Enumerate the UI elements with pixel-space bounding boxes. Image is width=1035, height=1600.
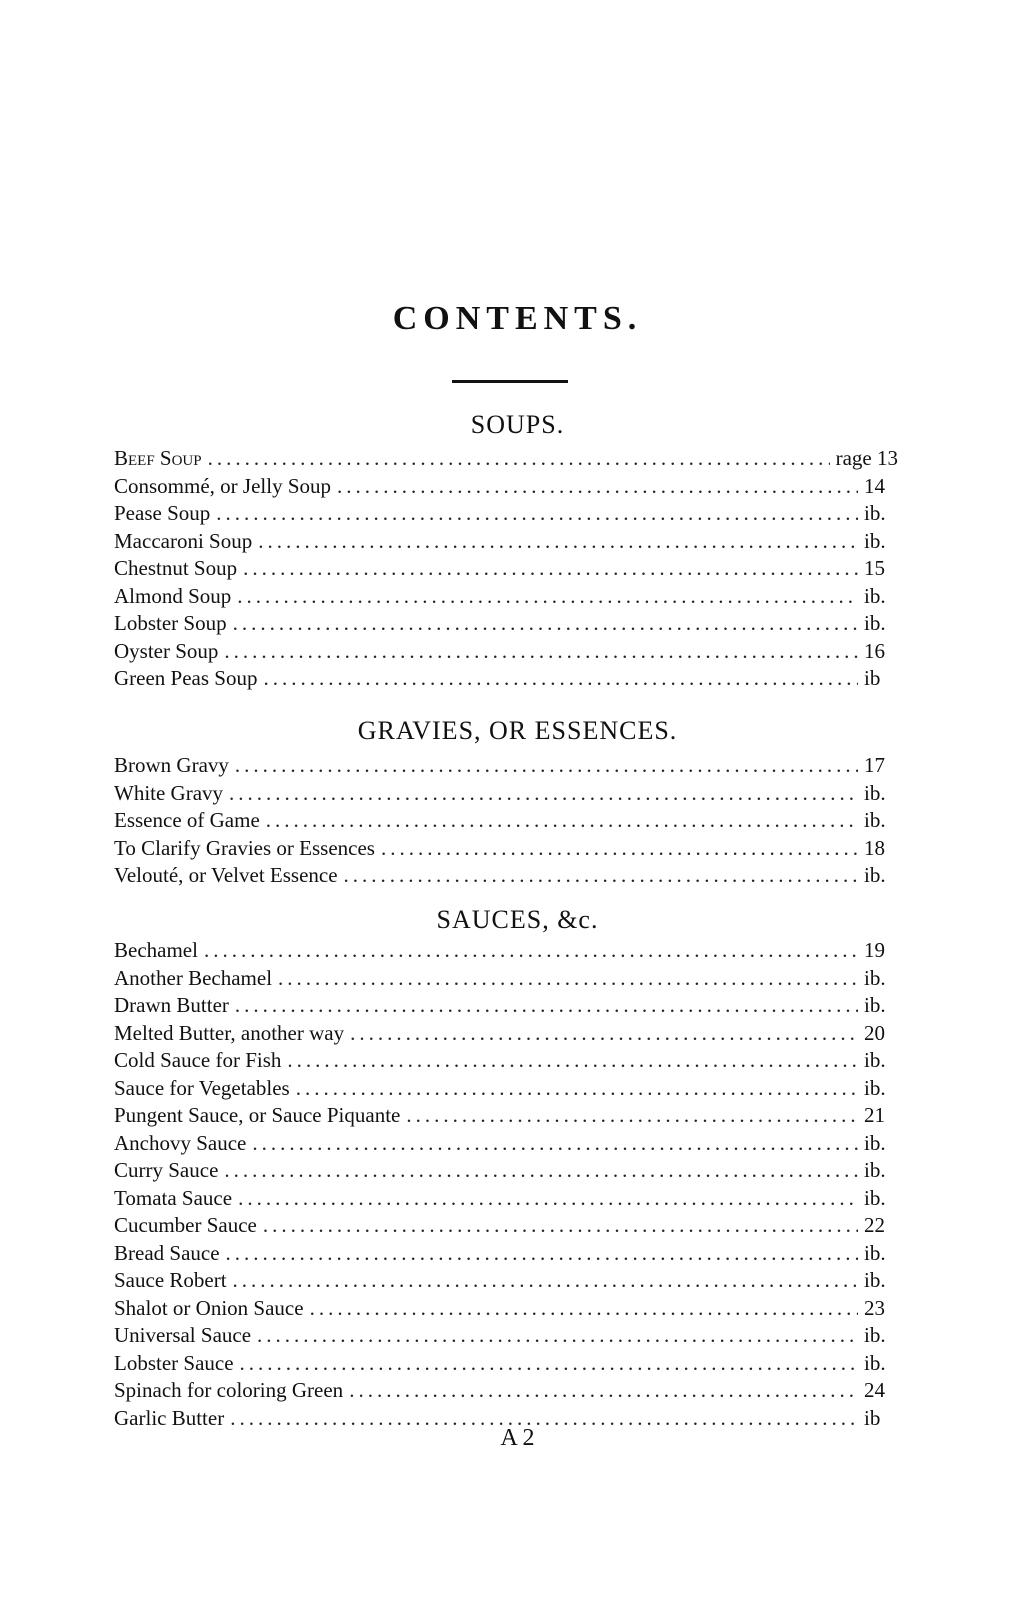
toc-entry-label: Curry Sauce xyxy=(114,1158,219,1182)
toc-entry-page: ib. xyxy=(864,1075,886,1100)
toc-entry-page: ib. xyxy=(864,863,886,887)
toc-entry xyxy=(114,1351,898,1379)
toc-entry xyxy=(114,584,898,612)
dot-leader xyxy=(263,666,858,691)
toc-entry-page: ib. xyxy=(864,1158,886,1182)
toc-entry-label: Pungent Sauce, or Sauce Piquante xyxy=(114,1103,401,1127)
toc-entry-page: ib. xyxy=(864,1268,886,1292)
toc-entry xyxy=(114,446,898,474)
dot-leader xyxy=(216,501,858,526)
dot-leader xyxy=(237,584,858,609)
dot-leader xyxy=(229,781,858,806)
toc-entry xyxy=(114,836,898,864)
toc-entry xyxy=(114,1241,898,1269)
toc-entry-page: 17 xyxy=(864,753,885,777)
toc-list-gravies xyxy=(114,753,898,891)
toc-entry-label: Sauce Robert xyxy=(114,1268,227,1292)
dot-leader xyxy=(337,474,858,499)
toc-entry-label: Bechamel xyxy=(114,938,198,962)
toc-entry-page: 22 xyxy=(864,1213,885,1237)
dot-leader xyxy=(266,808,858,833)
toc-entry-label: Spinach for coloring Green xyxy=(114,1378,344,1402)
toc-entry xyxy=(114,611,898,639)
toc-entry-label: Lobster Soup xyxy=(114,611,227,635)
dot-leader xyxy=(349,1378,858,1403)
toc-entry-page: ib. xyxy=(864,501,886,525)
page-title: CONTENTS. xyxy=(392,300,643,337)
section-heading-sauces: SAUCES, &c. xyxy=(436,905,599,934)
toc-entry-label: Garlic Butter xyxy=(114,1405,225,1430)
dot-leader xyxy=(233,611,858,636)
toc-entry-page: ib. xyxy=(864,1350,886,1375)
toc-entry-label: Universal Sauce xyxy=(114,1323,252,1347)
toc-entry xyxy=(114,993,898,1021)
dot-leader xyxy=(235,753,858,778)
dot-leader xyxy=(208,446,830,471)
toc-entry-page: 21 xyxy=(864,1103,885,1127)
toc-entry xyxy=(114,966,898,994)
dot-leader xyxy=(226,1241,858,1266)
toc-entry-page: ib. xyxy=(864,808,886,832)
toc-entry xyxy=(114,938,898,966)
toc-entry-label: Almond Soup xyxy=(114,583,232,608)
dot-leader xyxy=(240,1351,858,1376)
dot-leader xyxy=(238,1186,858,1211)
toc-entry xyxy=(114,666,898,694)
toc-entry-page: 15 xyxy=(864,556,885,580)
dot-leader xyxy=(252,1131,858,1156)
dot-leader xyxy=(235,993,858,1018)
toc-entry-label: Beef Soup xyxy=(114,446,202,470)
toc-entry xyxy=(114,474,898,502)
toc-entry-page: ib. xyxy=(864,965,886,990)
dot-leader xyxy=(263,1213,858,1238)
toc-entry xyxy=(114,1268,898,1296)
toc-entry-label: Green Peas Soup xyxy=(114,666,258,690)
toc-entry-label: Drawn Butter xyxy=(114,993,229,1017)
toc-entry-label: Pease Soup xyxy=(114,501,211,525)
toc-entry-label: Melted Butter, another way xyxy=(114,1020,345,1045)
toc-entry xyxy=(114,1076,898,1104)
dot-leader xyxy=(233,1268,858,1293)
toc-entry-page: 16 xyxy=(864,638,885,663)
dot-leader xyxy=(310,1296,858,1321)
toc-entry xyxy=(114,1021,898,1049)
toc-entry xyxy=(114,1323,898,1351)
toc-entry-label: Chestnut Soup xyxy=(114,556,238,580)
toc-entry xyxy=(114,1103,898,1131)
dot-leader xyxy=(224,1158,858,1183)
toc-entry-page: 20 xyxy=(864,1020,885,1045)
dot-leader xyxy=(257,1323,858,1348)
dot-leader xyxy=(204,938,858,963)
toc-entry-label: Maccaroni Soup xyxy=(114,528,253,553)
toc-entry xyxy=(114,529,898,557)
toc-entry-label: Essence of Game xyxy=(114,808,260,832)
toc-entry-page: ib. xyxy=(864,993,886,1017)
toc-entry-page: ib. xyxy=(864,1130,886,1155)
toc-entry-label: Tomata Sauce xyxy=(114,1185,233,1210)
toc-entry xyxy=(114,753,898,781)
toc-entry-page: ib. xyxy=(864,611,886,635)
toc-entry-page: 23 xyxy=(864,1295,885,1320)
dot-leader xyxy=(296,1076,858,1101)
toc-list-sauces xyxy=(114,938,898,1433)
section-heading-gravies: GRAVIES, OR ESSENCES. xyxy=(357,716,678,745)
toc-entry xyxy=(114,1296,898,1324)
toc-list-soups xyxy=(114,446,898,694)
toc-entry xyxy=(114,1186,898,1214)
toc-entry-label: Brown Gravy xyxy=(114,753,229,777)
toc-entry-label: White Gravy xyxy=(114,780,224,805)
toc-entry-label: Another Bechamel xyxy=(114,965,273,990)
toc-entry xyxy=(114,1131,898,1159)
toc-entry-page: 14 xyxy=(864,473,885,498)
toc-entry xyxy=(114,808,898,836)
toc-entry-label: Bread Sauce xyxy=(114,1240,220,1265)
toc-entry-label: Velouté, or Velvet Essence xyxy=(114,863,338,887)
signature-mark: A 2 xyxy=(500,1425,535,1451)
toc-entry-label: Shalot or Onion Sauce xyxy=(114,1295,304,1320)
toc-entry xyxy=(114,1378,898,1406)
toc-entry-page: 24 xyxy=(864,1378,885,1402)
dot-leader xyxy=(278,966,858,991)
toc-entry xyxy=(114,501,898,529)
toc-entry-page: ib xyxy=(864,1405,881,1430)
toc-entry-label: To Clarify Gravies or Essences xyxy=(114,835,375,860)
toc-entry-page: ib. xyxy=(864,1185,886,1210)
toc-entry-page: ib. xyxy=(864,528,886,553)
toc-entry-label: Cold Sauce for Fish xyxy=(114,1048,282,1072)
toc-entry-label: Lobster Sauce xyxy=(114,1350,234,1375)
toc-entry xyxy=(114,556,898,584)
dot-leader xyxy=(258,529,858,554)
toc-entry-label: Cucumber Sauce xyxy=(114,1213,257,1237)
toc-entry-label: Sauce for Vegetables xyxy=(114,1075,290,1100)
toc-entry-page: ib. xyxy=(864,780,886,805)
toc-entry-page: ib. xyxy=(864,1240,886,1265)
dot-leader xyxy=(406,1103,858,1128)
toc-entry-page: 18 xyxy=(864,835,885,860)
title-rule xyxy=(452,380,568,383)
toc-entry-page: 19 xyxy=(864,938,885,962)
toc-entry xyxy=(114,781,898,809)
toc-entry-label: Oyster Soup xyxy=(114,638,219,663)
section-heading-soups: SOUPS. xyxy=(470,410,565,439)
toc-entry xyxy=(114,639,898,667)
toc-entry-label: Consommé, or Jelly Soup xyxy=(114,473,332,498)
toc-entry xyxy=(114,1213,898,1241)
toc-entry xyxy=(114,1048,898,1076)
toc-entry xyxy=(114,863,898,891)
toc-entry-page: ib. xyxy=(864,1323,886,1347)
toc-entry-page: ib xyxy=(864,666,881,690)
toc-entry-page: rage 13 xyxy=(835,446,898,470)
dot-leader xyxy=(224,639,858,664)
dot-leader xyxy=(381,836,858,861)
dot-leader xyxy=(243,556,858,581)
toc-entry-page: ib. xyxy=(864,583,886,608)
dot-leader xyxy=(344,863,858,888)
dot-leader xyxy=(350,1021,858,1046)
dot-leader xyxy=(287,1048,858,1073)
toc-entry-label: Anchovy Sauce xyxy=(114,1130,247,1155)
toc-entry-page: ib. xyxy=(864,1048,886,1072)
toc-entry xyxy=(114,1158,898,1186)
